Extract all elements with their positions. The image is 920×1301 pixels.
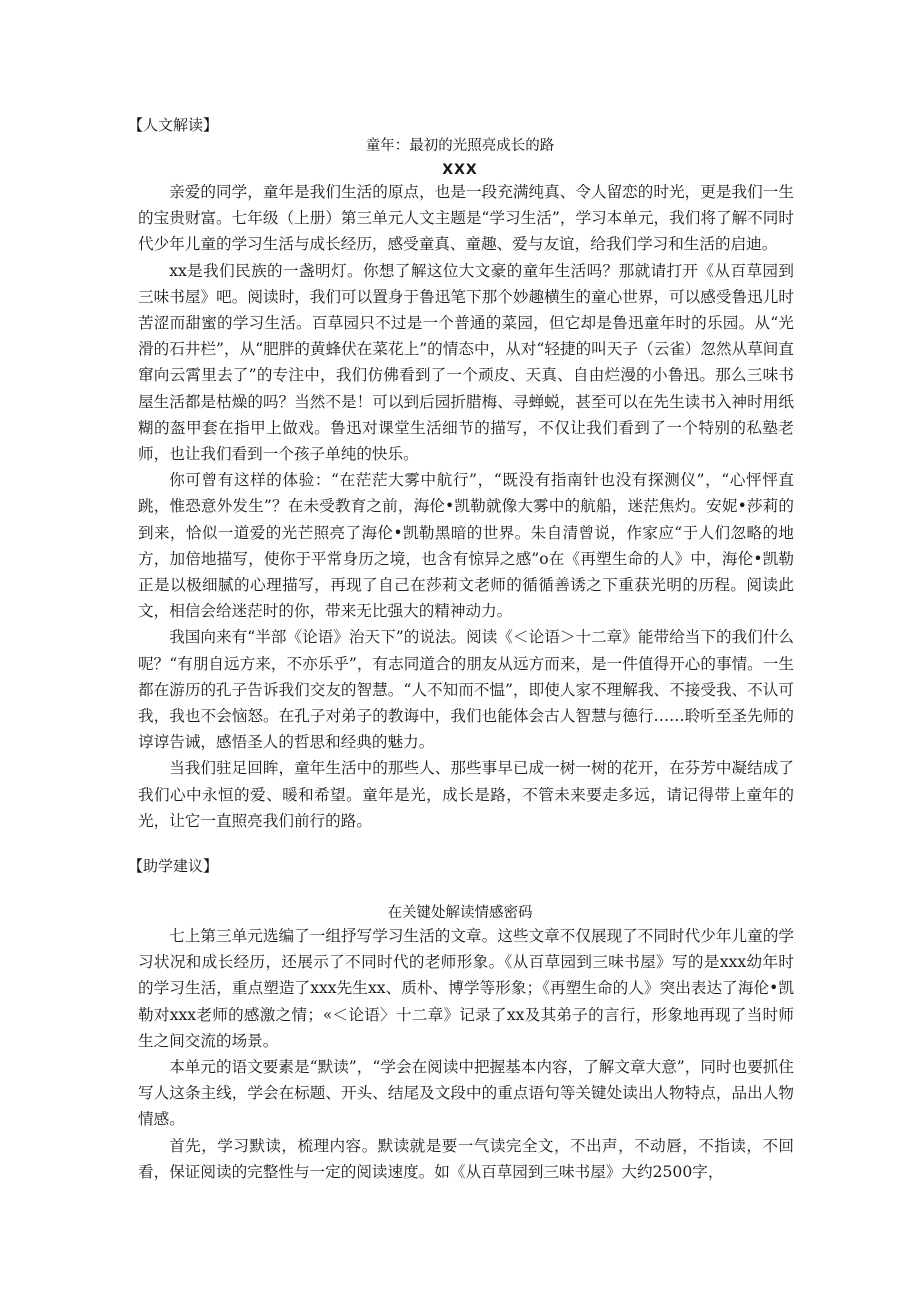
- advice-paragraph-1: 七上第三单元选编了一组抒写学习生活的文章。这些文章不仅展现了不同时代少年儿童的学习状况和成长经历，还展示了不同时代的老师形象。《从百草园到三味书屋》写的是xxx幼年时的学习生活，重点塑造了xxx先生xx、质朴、博学等形象；《再塑生命的人》突出表达了海伦•凯勒对xxx老师的感激之情；«＜论语〉十二章》记录了xx及其弟子的言行，形象地再现了当时师生之间交流的场景。: [138, 927, 794, 1050]
- paragraph-4: 我国向来有“半部《论语》治天下”的说法。阅读《＜论语＞十二章》能带给当下的我们什么呢？“有朋自远方来，不亦乐乎”，有志同道合的朋友从远方而来，是一件值得开心的事情。一生都在游历的孔子告诉我们交友的智慧。“人不知而不愠”，即使人家不理解我、不接受我、不认可我，我也不会恼怒。在孔子对弟子的教诲中，我们也能体会古人智慧与德行……聆听至圣先师的谆谆告诫，感悟圣人的哲思和经典的魅力。: [138, 628, 794, 752]
- advice-paragraph-3: 首先，学习默读，梳理内容。默读就是要一气读完全文，不出声，不动唇，不指读，不回看，保证阅读的完整性与一定的阅读速度。如《从百草园到三味书屋》大约2500字，: [138, 1136, 794, 1181]
- section-title: 在关键处解读情感密码: [387, 905, 533, 921]
- article-author: XXX: [442, 162, 478, 178]
- paragraph-5: 当我们驻足回眸，童年生活中的那些人、那些事早已成一树一树的花开，在芬芳中凝结成了我们心中永恒的爱、暖和希望。童年是光，成长是路，不管未来要走多远，请记得带上童年的光，让它一直照亮我们前行的路。: [138, 759, 794, 830]
- paragraph-2: xx是我们民族的一盏明灯。你想了解这位大文豪的童年生活吗？那就请打开《从百草园到三味书屋》吧。阅读时，我们可以置身于鲁迅笔下那个妙趣横生的童心世界，可以感受鲁迅儿时苦涩而甜蜜的学习生活。百草园只不过是一个普通的菜园，但它却是鲁迅童年时的乐园。从“光滑的石井栏”，从“肥胖的黄蜂伏在菜花上”的情态中，从对“轻捷的叫天子（云雀）忽然从草间直窜向云霄里去了”的专注中，我们仿佛看到了一个顽皮、天真、自由烂漫的小鲁迅。那么三味书屋生活都是枯燥的吗？当然不是！可以到后园折腊梅、寻蝉蜕，甚至可以在先生读书入神时用纸糊的盔甲套在指甲上做戏。鲁迅对课堂生活细节的描写，不仅让我们看到了一个特别的私塾老师，也让我们看到一个孩子单纯的快乐。: [138, 261, 794, 464]
- paragraph-1: 亲爱的同学，童年是我们生活的原点，也是一段充满纯真、令人留恋的时光，更是我们一生的宝贵财富。七年级（上册）第三单元人文主题是“学习生活”，学习本单元，我们将了解不同时代少年儿童的学习生活与成长经历，感受童真、童趣、爱与友谊，给我们学习和生活的启迪。: [138, 183, 794, 254]
- advice-body: [138, 923, 794, 1185]
- section-heading-renwen: 【人文解读】: [128, 116, 219, 134]
- article-title: 童年：最初的光照亮成长的路: [365, 138, 555, 154]
- advice-paragraph-2: 本单元的语文要素是“默读”，“学会在阅读中把握基本内容，了解文章大意”，同时也要抓住写人这条主线，学会在标题、开头、结尾及文段中的重点语句等关键处读出人物特点，品出人物情感。: [138, 1058, 794, 1129]
- section-heading-zhuxue: 【助学建议】: [128, 857, 219, 875]
- paragraph-3: 你可曾有这样的体验：“在茫茫大雾中航行”，“既没有指南针也没有探测仪”，“心怦怦直跳，惟恐意外发生”？在未受教育之前，海伦•凯勒就像大雾中的航船，迷茫焦灼。安妮•莎莉的到来，恰似一道爱的光芒照亮了海伦•凯勒黑暗的世界。朱自清曾说，作家应“于人们忽略的地方，加倍地描写，使你于平常身历之境，也含有惊异之感”o在《再塑生命的人》中，海伦•凯勒正是以极细腻的心理描写，再现了自己在莎莉文老师的循循善诱之下重获光明的历程。阅读此文，相信会给迷茫时的你，带来无比强大的精神动力。: [138, 471, 794, 621]
- article-body: [138, 179, 794, 834]
